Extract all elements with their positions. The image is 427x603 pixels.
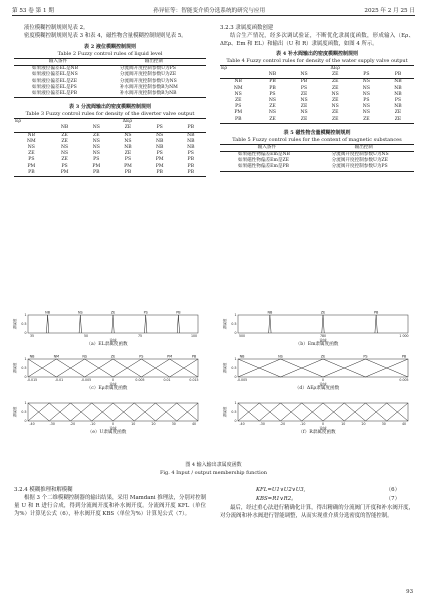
- table3-grid: [14, 118, 206, 177]
- panel-caption: （c）Eρ隶属度函数: [86, 386, 128, 391]
- membership-curve: [344, 403, 387, 421]
- membership-paragraph: 结合生产情况，经多次调试验证，不断优化隶属度函数，形成输入（Eρ、ΔEρ、Em 和 EL）和输出（U 和 R）隶属度函数，如图 4 所示。: [220, 33, 414, 47]
- plot-frame: [28, 359, 198, 377]
- x-tick-label: 35: [29, 334, 35, 338]
- table-cell: 分流阀开度控制参数U为PS: [119, 66, 176, 72]
- table-cell: NS: [362, 110, 370, 116]
- table-col-header: NB: [49, 125, 81, 132]
- table-cell: ZE: [28, 151, 35, 157]
- table-cell: NB: [394, 104, 402, 110]
- term-label: PS: [143, 310, 148, 315]
- membership-curve: [177, 315, 179, 333]
- table-cell: NB: [124, 145, 132, 151]
- equation-6: KFL=U1∨U2∨U3, （6）: [256, 487, 400, 493]
- term-label: NS: [82, 354, 88, 359]
- x-axis-label: 论域: [109, 338, 117, 342]
- x-tick-label: -0.005: [236, 378, 248, 382]
- figure-caption-cn: 图 4 输入输出隶属度函数: [185, 462, 242, 468]
- table-cell: ZE: [269, 104, 276, 110]
- panel-b: [222, 308, 412, 350]
- y-tick-label: 0: [24, 375, 27, 380]
- x-tick-label: -40: [239, 422, 245, 426]
- membership-curve: [56, 359, 113, 377]
- panel-e: [12, 396, 202, 438]
- table-cell: PB: [187, 157, 194, 163]
- page-number: 93: [406, 589, 413, 595]
- y-tick-label: 0.5: [231, 322, 237, 327]
- term-label: PS: [139, 354, 144, 359]
- table-cell: 分流阀开度控制参数U为PS: [314, 164, 414, 171]
- term-label: PB: [373, 310, 379, 315]
- membership-curve: [85, 359, 142, 377]
- table3-en-title: Table 3 Fuzzy control rules for density of the diverter valve output: [25, 111, 195, 118]
- y-axis-label: 隶属度: [13, 318, 17, 330]
- term-label: ZE: [320, 310, 326, 315]
- table4-grid: [220, 65, 414, 124]
- table-cell: PS: [61, 163, 68, 169]
- table-row: [14, 132, 206, 139]
- y-tick-label: 0.5: [21, 410, 27, 415]
- header-date: 2025 年 2 月 25 日: [364, 8, 415, 14]
- membership-curve: [92, 403, 135, 421]
- y-tick-label: 1: [234, 401, 237, 406]
- table-cell: NS: [124, 132, 132, 138]
- table-cell: NS: [268, 98, 277, 104]
- x-axis-label: 论域: [109, 382, 117, 386]
- table-cell: PB: [144, 170, 176, 177]
- membership-curve: [49, 403, 92, 421]
- term-label: NB: [267, 310, 273, 315]
- table-cell: NS: [61, 151, 69, 157]
- table-cell: ZE: [234, 98, 242, 104]
- membership-plot: [12, 396, 202, 430]
- table-cell: PB: [14, 170, 49, 177]
- table3-cn-title: 表 3 分流阀输出的密度模糊控制规则: [69, 104, 151, 111]
- membership-curve: [323, 359, 408, 377]
- table-header: 输入条件: [14, 59, 102, 66]
- table-cell: 如果液位偏差EL是NS: [32, 72, 78, 78]
- table5-grid: [220, 144, 414, 172]
- plot-frame: [238, 403, 408, 421]
- table-3: [14, 104, 206, 177]
- x-axis-label: 论域: [319, 382, 327, 386]
- y-axis-label: 隶属度: [223, 362, 227, 374]
- panel-d: [222, 352, 412, 394]
- table-cell: NS: [92, 138, 100, 144]
- table-cell: ZE: [351, 117, 382, 124]
- table-col-header: PB: [382, 72, 414, 79]
- bottom-right-column: [220, 486, 414, 520]
- header-volume: 第 53 卷 第 1 期: [12, 8, 54, 14]
- table-cell: ZE: [256, 117, 288, 124]
- membership-curve: [238, 403, 281, 421]
- table-cell: 如果磁性物偏差Em是NB: [238, 152, 290, 158]
- table-cell: ZE: [331, 85, 339, 91]
- conclusion-paragraph: 最后，经过重心法进行精确化计算，得出精确的分流阀门开度和补水阀开度，对分流阀和补水阀进行智能调整，从而实现重介质分选密度的智能控制。: [220, 505, 414, 519]
- membership-curve: [113, 359, 170, 377]
- x-axis-label: 论域: [109, 426, 117, 430]
- table-row: [220, 79, 414, 86]
- table-cell: NS: [27, 145, 35, 151]
- table-cell: NS: [268, 110, 277, 116]
- table-cell: 补水阀开度控制参数B为NM: [119, 84, 178, 90]
- x-tick-label: -20: [69, 422, 76, 426]
- table-cell: 补水阀开度控制参数B为NB: [102, 91, 206, 98]
- table-cell: PB: [269, 85, 276, 91]
- term-label: NB: [239, 354, 245, 359]
- table-corner-delta: ΔEρ: [49, 119, 206, 126]
- table2-cn-title: 表 2 液位模糊控制规则: [84, 44, 136, 50]
- table-cell: PB: [269, 79, 276, 85]
- table-cell: PS: [93, 157, 100, 163]
- table-cell: PS: [235, 104, 242, 110]
- table-cell: NB: [394, 79, 402, 85]
- membership-curve: [375, 315, 377, 333]
- table-cell: NB: [394, 91, 402, 97]
- x-tick-label: 0.01: [163, 378, 171, 382]
- panel-caption: （b）Em隶属度函数: [295, 342, 339, 347]
- table-cell: PM: [27, 163, 36, 169]
- table-cell: PS: [269, 91, 276, 97]
- table-cell: ZE: [331, 110, 339, 116]
- plot-frame: [238, 359, 408, 377]
- membership-curve: [281, 359, 366, 377]
- x-tick-label: 0: [111, 378, 115, 382]
- x-tick-label: -20: [279, 422, 286, 426]
- x-tick-label: 0: [111, 422, 115, 426]
- table-cell: NB: [155, 145, 164, 151]
- membership-curve: [238, 359, 323, 377]
- table-header: 输出控制: [102, 59, 206, 66]
- table-cell: PS: [363, 98, 370, 104]
- table-cell: NB: [187, 132, 195, 138]
- table-cell: PM: [124, 163, 132, 169]
- panel-caption: （e）U隶属度函数: [87, 430, 127, 435]
- equation-7: KBS=R1∨R2。 （7）: [256, 496, 400, 502]
- y-tick-label: 0: [234, 331, 237, 336]
- membership-curve: [113, 403, 156, 421]
- table-row: [220, 117, 414, 124]
- y-axis-label: 隶属度: [223, 406, 227, 418]
- x-tick-label: 0.005: [399, 378, 409, 382]
- table-cell: PM: [234, 110, 243, 116]
- table-cell: NS: [300, 110, 308, 116]
- panel-c: [12, 352, 202, 394]
- x-tick-label: 10: [341, 422, 346, 426]
- membership-curve: [112, 315, 114, 333]
- x-tick-label: 40: [401, 422, 407, 426]
- running-header: [12, 6, 415, 16]
- panel-f: [222, 396, 412, 438]
- x-tick-label: 1 000: [399, 334, 409, 338]
- x-tick-label: 10: [131, 422, 136, 426]
- term-label: PB: [191, 354, 197, 359]
- x-axis-label: 论域: [319, 426, 327, 430]
- term-label: NS: [278, 354, 283, 359]
- left-column: [14, 24, 206, 177]
- table-cell: PS: [28, 157, 35, 163]
- term-label: ZE: [320, 354, 326, 359]
- section-3-2-4: 3.2.4 模糊推理和解模糊: [14, 487, 73, 493]
- table-cell: ZE: [300, 91, 308, 97]
- table-corner-delta: ΔEρ: [256, 66, 414, 73]
- table-cell: ZE: [61, 132, 68, 138]
- table-cell: ZE: [300, 104, 308, 110]
- table-4: [220, 51, 414, 124]
- table-row: [220, 164, 414, 171]
- panel-caption: （a）EL隶属度函数: [86, 342, 128, 347]
- y-tick-label: 0: [24, 331, 27, 336]
- table-cell: NS: [331, 104, 339, 110]
- table-cell: ZE: [61, 157, 68, 163]
- table-cell: 分流阀开度控制参数U为ZE: [119, 72, 177, 78]
- membership-plot: [12, 352, 202, 386]
- table-cell: NB: [155, 138, 164, 144]
- table-cell: PB: [187, 163, 194, 169]
- table-cell: PM: [49, 170, 81, 177]
- x-tick-label: 30: [381, 422, 386, 426]
- table-cell: ZE: [61, 138, 68, 144]
- defuzz-paragraph: 根据 3 个二维模糊控制器的输出结果，采用 Mamdani 推理法，分别对控制量 U 和 R 进行合成，得到分流阀开度和补水阀开度。分流阀开度 KFL（单位为%）计算见公式（6），补水阀开度 KBS（单位为%）计算见公式（7）。: [14, 495, 206, 517]
- table4-en-title: Table 4 Fuzzy control rules for density of the water supply valve output: [226, 58, 408, 64]
- table-cell: NS: [92, 145, 100, 151]
- membership-curve: [71, 403, 114, 421]
- table-cell: 如果磁性物偏差Em是PB: [220, 164, 314, 171]
- x-tick-label: 30: [171, 422, 176, 426]
- bottom-left-column: [14, 486, 206, 518]
- table2-grid: [14, 58, 206, 98]
- y-tick-label: 0.5: [231, 366, 237, 371]
- membership-curve: [144, 315, 146, 333]
- membership-curve: [156, 403, 199, 421]
- x-tick-label: -0.01: [54, 378, 64, 382]
- membership-curve: [28, 359, 85, 377]
- table-cell: NS: [61, 145, 69, 151]
- table-cell: ZE: [382, 117, 414, 124]
- table-cell: ZE: [320, 117, 351, 124]
- membership-curve: [134, 403, 177, 421]
- x-tick-label: -10: [90, 422, 96, 426]
- term-label: ZE: [110, 310, 116, 315]
- table5-en-title: Table 5 Fuzzy control rules for the content of magnetic substances: [232, 136, 402, 143]
- x-tick-label: -40: [29, 422, 35, 426]
- table-col-header: PS: [144, 125, 176, 132]
- table-corner: Eρ: [220, 66, 256, 73]
- table-col-header: NS: [80, 125, 112, 132]
- membership-curve: [323, 403, 366, 421]
- table-cell: 分流阀开度控制参数U为NS: [331, 152, 389, 158]
- table-cell: PS: [187, 151, 194, 157]
- y-tick-label: 0: [234, 419, 237, 424]
- x-tick-label: -0.015: [26, 378, 38, 382]
- term-label: NB: [29, 354, 35, 359]
- x-tick-label: 40: [191, 422, 197, 426]
- table-cell: 如果液位偏差EL是ZE: [32, 78, 78, 84]
- table-col-header: ZE: [112, 125, 144, 132]
- table-cell: NB: [187, 138, 195, 144]
- y-tick-label: 1: [24, 401, 27, 406]
- table-row: [14, 91, 206, 98]
- term-label: PS: [363, 354, 368, 359]
- intro-paragraph: 密度模糊控制规则见表 3 和表 4，磁性物含量模糊控制规则见表 5。: [24, 33, 187, 39]
- y-axis-label: 隶属度: [13, 406, 17, 418]
- figure-caption-en: Fig. 4 Input / output membership function: [159, 470, 268, 476]
- x-tick-label: 0: [321, 378, 325, 382]
- y-axis-label: 隶属度: [223, 318, 227, 330]
- table-col-header: PB: [176, 125, 206, 132]
- y-tick-label: 0: [234, 375, 237, 380]
- table-cell: NM: [27, 138, 36, 144]
- table-cell: ZE: [124, 151, 132, 157]
- table-cell: NB: [27, 132, 36, 138]
- table-row: [14, 170, 206, 177]
- table-cell: NM: [233, 85, 243, 91]
- table-cell: PM: [92, 163, 101, 169]
- membership-curve: [281, 403, 324, 421]
- membership-curve: [366, 403, 409, 421]
- term-label: ZE: [110, 354, 116, 359]
- y-tick-label: 0.5: [231, 410, 237, 415]
- x-tick-label: 20: [151, 422, 156, 426]
- panel-a: [12, 308, 202, 350]
- table-cell: 如果液位偏差EL是PS: [32, 84, 77, 90]
- x-tick-label: 20: [361, 422, 366, 426]
- figure-4: [12, 308, 415, 448]
- membership-curve: [302, 403, 345, 421]
- table-cell: NB: [187, 145, 195, 151]
- x-tick-label: 100: [190, 334, 198, 338]
- table-cell: NS: [362, 85, 370, 91]
- y-tick-label: 1: [24, 313, 27, 318]
- table-cell: ZE: [394, 110, 402, 116]
- x-tick-label: 500: [238, 334, 246, 338]
- table-cell: PB: [80, 170, 112, 177]
- table-cell: NS: [234, 91, 242, 97]
- table-cell: NB: [234, 79, 242, 85]
- y-tick-label: 1: [234, 313, 237, 318]
- membership-curve: [322, 315, 324, 333]
- table2-en-title: Table 2 Fuzzy control rules of liquid level: [57, 51, 163, 57]
- table-cell: NS: [362, 104, 370, 110]
- table-cell: NS: [92, 151, 100, 157]
- table-corner: Eρ: [14, 119, 49, 126]
- table-cell: PM: [155, 157, 164, 163]
- table-cell: 分流阀开度控制参数U为NS: [119, 78, 177, 84]
- y-tick-label: 0.5: [21, 366, 27, 371]
- membership-curve: [269, 315, 271, 333]
- table-cell: NS: [156, 132, 164, 138]
- table-col-header: NB: [256, 72, 288, 79]
- term-label: PM: [167, 354, 173, 359]
- table-cell: PB: [220, 117, 256, 124]
- panel-caption: （f）R隶属度函数: [298, 430, 336, 435]
- table-cell: PB: [112, 170, 144, 177]
- table-cell: 如果液位偏差EL是PB: [14, 91, 102, 98]
- x-tick-label: 0.005: [135, 378, 145, 382]
- x-tick-label: -30: [49, 422, 55, 426]
- x-tick-label: 75: [137, 334, 143, 338]
- table-cell: NS: [124, 138, 132, 144]
- table-cell: NS: [362, 91, 370, 97]
- membership-plot: [222, 396, 412, 430]
- table5-cn-title: 表 5 磁性物含量模糊控制规则: [283, 129, 351, 136]
- table-header: 输入条件: [220, 144, 314, 151]
- x-tick-label: -0.005: [80, 378, 92, 382]
- y-tick-label: 0: [24, 419, 27, 424]
- table-header: 输出控制: [314, 144, 414, 151]
- membership-plot: [222, 308, 412, 342]
- membership-curve: [79, 315, 81, 333]
- table-cell: NB: [394, 85, 402, 91]
- table-col-header: ZE: [320, 72, 351, 79]
- table-cell: 如果液位偏差EL是NB: [32, 66, 78, 72]
- table-col-header: PS: [351, 72, 382, 79]
- intro-line: 液位模糊控制规则见表 2。: [24, 25, 89, 31]
- x-tick-label: 0.015: [189, 378, 199, 382]
- term-label: NM: [53, 354, 60, 359]
- membership-curve: [28, 403, 71, 421]
- table-cell: 分流阀开度控制参数U为ZE: [331, 158, 388, 164]
- table-cell: PS: [124, 157, 132, 163]
- table-cell: ZE: [288, 117, 319, 124]
- section-3-2-3: 3.2.3 隶属度函数创建: [220, 25, 274, 31]
- term-label: PB: [401, 354, 407, 359]
- right-column: [220, 24, 414, 172]
- table-cell: PB: [176, 170, 206, 177]
- term-label: NS: [77, 310, 83, 315]
- table-cell: PS: [394, 98, 402, 104]
- membership-curve: [259, 403, 302, 421]
- table-col-header: NS: [288, 72, 319, 79]
- plot-frame: [28, 403, 198, 421]
- membership-curve: [141, 359, 198, 377]
- x-tick-label: 50: [83, 334, 89, 338]
- table-cell: NS: [331, 91, 339, 97]
- y-axis-label: 隶属度: [13, 362, 17, 374]
- table-cell: NS: [300, 98, 308, 104]
- membership-plot: [12, 308, 202, 342]
- term-label: PB: [176, 310, 181, 315]
- table-cell: ZE: [331, 79, 339, 85]
- panel-caption: （d）ΔEρ隶属度函数: [294, 386, 340, 391]
- table-cell: PM: [155, 163, 164, 169]
- x-tick-label: -10: [300, 422, 306, 426]
- header-title: 孙异征等：智能变介质分选系统的研究与应用: [153, 8, 266, 14]
- table-cell: PB: [300, 79, 308, 85]
- table-5: [220, 130, 414, 172]
- table-cell: ZE: [93, 132, 100, 138]
- table-cell: PS: [300, 85, 308, 91]
- y-tick-label: 0.5: [21, 322, 27, 327]
- x-axis-label: 论域: [319, 338, 327, 342]
- y-tick-label: 1: [24, 357, 27, 362]
- x-tick-label: -30: [259, 422, 265, 426]
- table-cell: ZE: [331, 98, 339, 104]
- table-cell: PS: [156, 151, 163, 157]
- membership-plot: [222, 352, 412, 386]
- table-cell: 如果磁性物偏差Em是ZE: [238, 158, 290, 164]
- table-cell: NS: [362, 79, 370, 85]
- table-2: [14, 44, 206, 98]
- x-tick-label: 0: [321, 422, 325, 426]
- table4-cn-title: 表 4 补水阀输出的密度模糊控制规则: [276, 51, 358, 57]
- term-label: NB: [45, 310, 51, 315]
- x-tick-label: 780: [319, 334, 327, 338]
- y-tick-label: 1: [234, 357, 237, 362]
- membership-curve: [46, 315, 48, 333]
